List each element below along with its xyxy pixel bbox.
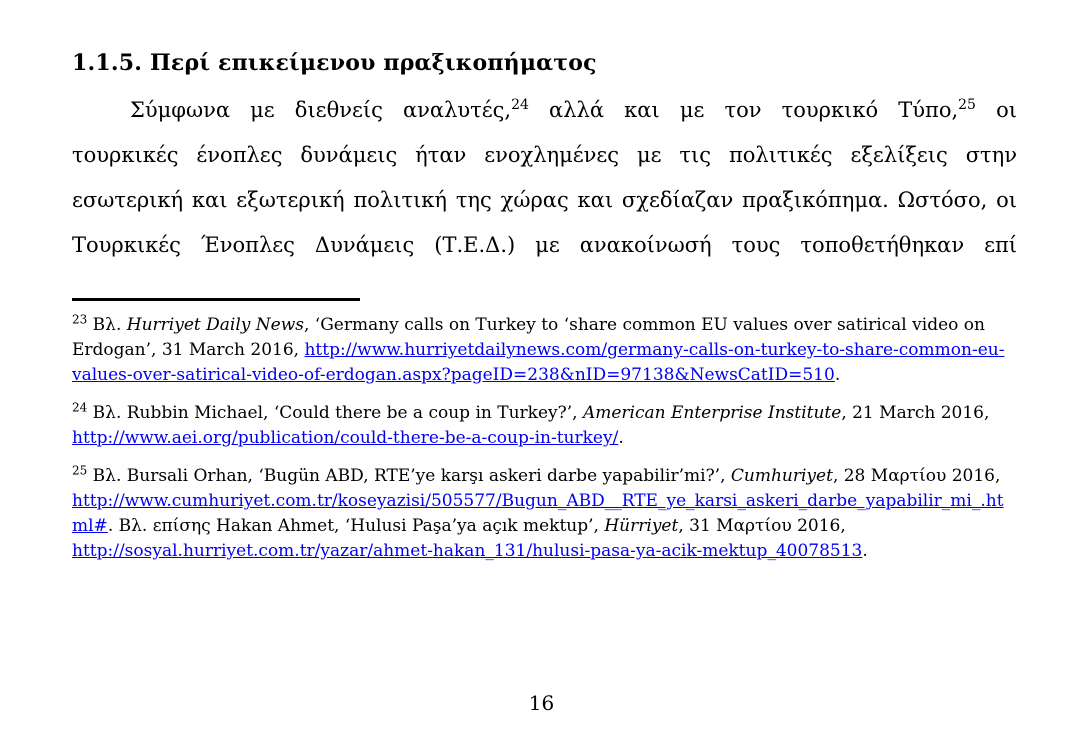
text-run: , 28 Μαρτίου 2016, bbox=[832, 466, 1001, 486]
footnote bbox=[72, 401, 1017, 451]
text-run: αλλά και με τον τουρκικό Τύπο, bbox=[528, 98, 959, 122]
hyperlink[interactable]: http://sosyal.hurriyet.com.tr/yazar/ahmet-hakan_131/hulusi-pasa-ya-acik-mektup_40078513 bbox=[72, 541, 863, 561]
page-number: 16 bbox=[528, 691, 555, 715]
text-run: οι τουρκικές ένοπλες δυνάμεις ήταν ενοχλημένες με τις πολιτικές εξελίξεις στην εσωτερική και εξωτερική πολιτική της χώρας και σχεδίαζαν πραξικόπημα. Ωστόσο, οι Τουρκικές Ένοπλες Δυνάμεις (Τ.Ε.Δ.) με ανακοίνωσή τους τοποθετήθηκαν επί bbox=[72, 98, 1017, 257]
text-run: Βλ. Bursali Orhan, ‘Bugün ABD, RTE’ye karşı askeri darbe yapabilir’mi?’, bbox=[87, 466, 731, 486]
text-run: . bbox=[862, 541, 868, 561]
footnote-ref: 25 bbox=[958, 97, 976, 113]
text-run: , 21 March 2016, bbox=[841, 403, 990, 423]
hyperlink[interactable]: http://www.aei.org/publication/could-there-be-a-coup-in-turkey/ bbox=[72, 428, 619, 448]
footnote bbox=[72, 464, 1017, 564]
text-run: . Βλ. επίσης Hakan Ahmet, ‘Hulusi Paşa’ya açık mektup’, bbox=[107, 516, 605, 536]
text-run: , ‘Germany calls on Turkey to ‘share common EU values over satirical video on Erdogan’, 31 March 2016, bbox=[72, 315, 985, 360]
text-run: Βλ. Rubbin Michael, ‘Could there be a coup in Turkey?’, bbox=[87, 403, 583, 423]
text-run: Σύμφωνα με διεθνείς αναλυτές, bbox=[130, 98, 512, 122]
text-run: Βλ. bbox=[87, 315, 127, 335]
body-paragraph bbox=[72, 88, 1017, 268]
footnote bbox=[72, 313, 1017, 388]
text-run: . bbox=[618, 428, 624, 448]
hyperlink[interactable]: http://www.cumhuriyet.com.tr/koseyazisi/505577/Bugun_ABD__RTE_ye_karsi_askeri_darbe_yapabilir_mi_.html# bbox=[72, 491, 1004, 536]
hyperlink[interactable]: http://www.hurriyetdailynews.com/germany-calls-on-turkey-to-share-common-eu-values-over-satirical-video-of-erdogan.aspx?pageID=238&nID=97138&NewsCatID=510 bbox=[72, 340, 1005, 385]
footnotes-section bbox=[72, 313, 1017, 564]
italic-text: Cumhuriyet bbox=[730, 466, 833, 486]
text-run: , 31 Μαρτίου 2016, bbox=[678, 516, 846, 536]
footnote-marker: 24 bbox=[72, 400, 88, 415]
section-heading: 1.1.5. Περί επικείμενου πραξικοπήματος bbox=[72, 50, 597, 76]
italic-text: American Enterprise Institute bbox=[582, 403, 842, 423]
footnote-marker: 23 bbox=[72, 312, 88, 327]
text-run: . bbox=[834, 365, 841, 385]
italic-text: Hurriyet Daily News bbox=[126, 315, 304, 335]
footnote-marker: 25 bbox=[72, 463, 88, 478]
footnote-separator bbox=[72, 298, 360, 301]
footnote-ref: 24 bbox=[511, 97, 529, 113]
italic-text: Hürriyet bbox=[604, 516, 679, 536]
